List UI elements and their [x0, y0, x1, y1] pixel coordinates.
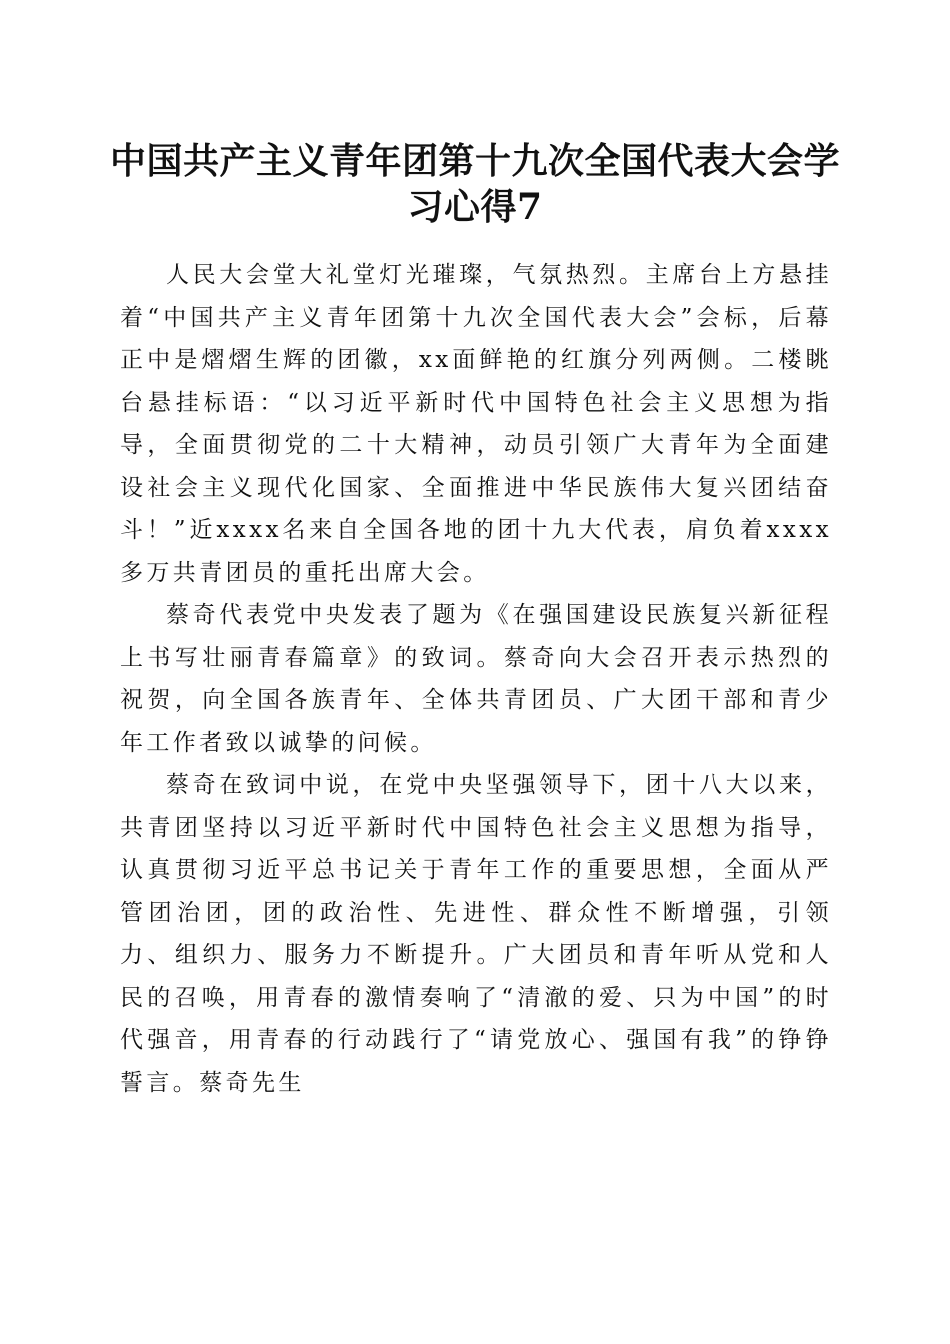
paragraph: 人民大会堂大礼堂灯光璀璨，气氛热烈。主席台上方悬挂着“中国共产主义青年团第十九次全国代表大会”会标，后幕正中是熠熠生辉的团徽，xx面鲜艳的红旗分列两侧。二楼眺台悬挂标语：“以习近平新时代中国特色社会主义思想为指导，全面贯彻党的二十大精神，动员引领广大青年为全面建设社会主义现代化国家、全面推进中华民族伟大复兴团结奋斗！”近xxxx名来自全国各地的团十九大代表，肩负着xxxx多万共青团员的重托出席大会。	[120, 262, 832, 586]
document-title: 中国共产主义青年团第十九次全国代表大会学习心得7	[110, 140, 841, 228]
paragraph: 蔡奇代表党中央发表了题为《在强国建设民族复兴新征程上书写壮丽青春篇章》的致词。蔡奇向大会召开表示热烈的祝贺，向全国各族青年、全体共青团员、广大团干部和青少年工作者致以诚挚的问候。	[120, 602, 832, 756]
paragraph: 蔡奇在致词中说，在党中央坚强领导下，团十八大以来，共青团坚持以习近平新时代中国特色社会主义思想为指导，认真贯彻习近平总书记关于青年工作的重要思想，全面从严管团治团，团的政治性、先进性、群众性不断增强，引领力、组织力、服务力不断提升。广大团员和青年听从党和人民的召唤，用青春的激情奏响了“清澈的爱、只为中国”的时代强音，用青春的行动践行了“请党放心、强国有我”的铮铮誓言。蔡奇先生	[120, 772, 832, 1096]
document-body	[120, 254, 832, 1104]
